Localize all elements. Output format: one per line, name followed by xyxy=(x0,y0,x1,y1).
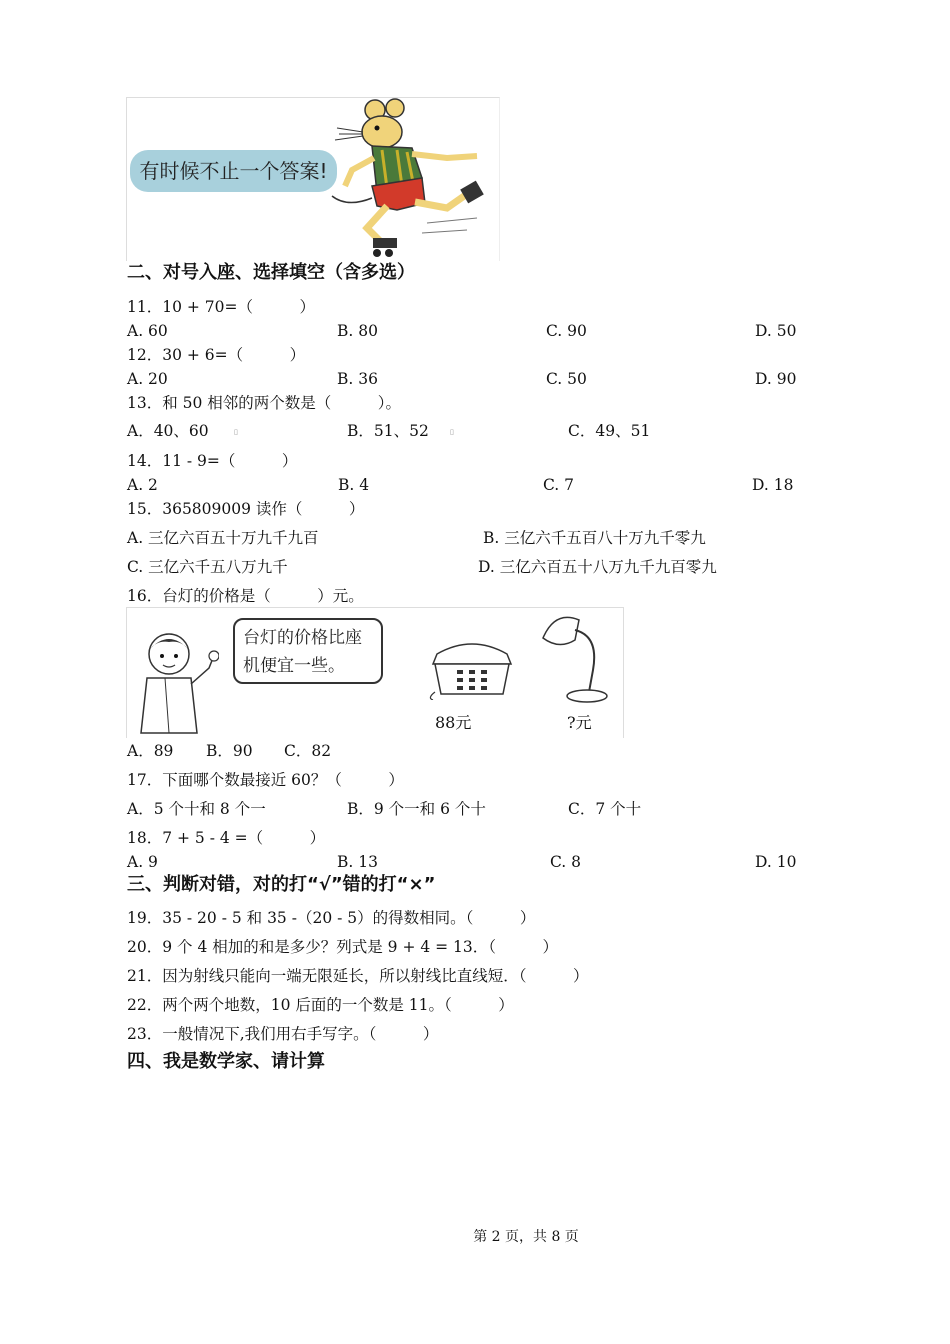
artifact-mark: ▯ xyxy=(234,428,238,436)
q11-option-c: C. 90 xyxy=(546,322,587,340)
telephone-icon xyxy=(427,634,517,700)
boy-image xyxy=(129,628,219,736)
q11-option-b: B. 80 xyxy=(337,322,378,340)
q16-option-b: B．90 xyxy=(206,742,253,760)
q14-option-b: B. 4 xyxy=(338,476,370,494)
q18-option-a: A. 9 xyxy=(127,853,158,871)
q12-option-a: A. 20 xyxy=(127,370,168,388)
illustration-mouse-skating xyxy=(126,97,500,261)
mouse-skater-image xyxy=(327,98,497,260)
phone-price: 88元 xyxy=(435,713,472,732)
question-13: 13．和 50 相邻的两个数是（ ）。 xyxy=(127,394,402,412)
judgment-item-19: 19．35 - 20 - 5 和 35 -（20 - 5）的得数相同。（ ） xyxy=(127,909,536,927)
q12-option-b: B. 36 xyxy=(337,370,378,388)
q15-option-b: B. 三亿六千五百八十万九千零九 xyxy=(483,529,706,547)
judgment-item-23: 23．一般情况下,我们用右手写字。（ ） xyxy=(127,1025,439,1043)
q14-option-a: A. 2 xyxy=(127,476,158,494)
page-footer: 第 2 页，共 8 页 xyxy=(473,1229,579,1245)
q18-option-d: D. 10 xyxy=(755,853,797,871)
question-17: 17．下面哪个数最接近 60？（ ） xyxy=(127,771,404,789)
section-4-heading: 四、我是数学家、请计算 xyxy=(127,1051,325,1072)
q13-option-b: B．51、52 xyxy=(347,422,429,440)
q14-option-c: C. 7 xyxy=(543,476,575,494)
q18-option-b: B. 13 xyxy=(337,853,378,871)
q14-option-d: D. 18 xyxy=(752,476,794,494)
q12-option-d: D. 90 xyxy=(755,370,797,388)
question-14: 14．11 - 9=（ ） xyxy=(127,452,298,470)
q15-option-a: A. 三亿六百五十万九千九百 xyxy=(127,529,319,547)
tip-bubble: 有时候不止一个答案! xyxy=(130,150,337,192)
illustration-lamp-phone xyxy=(126,607,624,738)
q17-option-a: A．5 个十和 8 个一 xyxy=(127,800,266,818)
judgment-item-21: 21．因为射线只能向一端无限延长，所以射线比直线短．（ ） xyxy=(127,967,589,985)
q11-option-a: A. 60 xyxy=(127,322,168,340)
q11-option-d: D. 50 xyxy=(755,322,797,340)
q13-option-a: A．40、60 xyxy=(127,422,209,440)
artifact-mark: ▯ xyxy=(450,428,454,436)
question-16: 16．台灯的价格是（ ）元。 xyxy=(127,587,364,605)
section-2-heading: 二、对号入座、选择填空（含多选） xyxy=(127,262,415,283)
q12-option-c: C. 50 xyxy=(546,370,587,388)
q15-option-d: D. 三亿六百五十八万九千九百零九 xyxy=(478,558,717,576)
question-12: 12．30 + 6=（ ） xyxy=(127,346,306,364)
q16-option-c: C．82 xyxy=(284,742,332,760)
q13-option-c: C．49、51 xyxy=(568,422,651,440)
q15-option-c: C. 三亿六千五八万九千 xyxy=(127,558,288,576)
judgment-item-20: 20．9 个 4 相加的和是多少？列式是 9 + 4 = 13．（ ） xyxy=(127,938,559,956)
speech-bubble: 台灯的价格比座机便宜一些。 xyxy=(233,618,383,684)
question-11: 11．10 + 70=（ ） xyxy=(127,298,315,316)
judgment-item-22: 22．两个两个地数，10 后面的一个数是 11。（ ） xyxy=(127,996,514,1014)
q16-option-a: A．89 xyxy=(127,742,174,760)
question-18: 18．7 + 5 - 4 =（ ） xyxy=(127,829,326,847)
q17-option-c: C．7 个十 xyxy=(568,800,642,818)
q17-option-b: B．9 个一和 6 个十 xyxy=(347,800,486,818)
section-3-heading: 三、判断对错，对的打“√”错的打“×” xyxy=(127,874,436,895)
desk-lamp-icon xyxy=(535,610,611,706)
lamp-price: ?元 xyxy=(567,713,592,732)
q18-option-c: C. 8 xyxy=(550,853,582,871)
question-15: 15．365809009 读作（ ） xyxy=(127,500,365,518)
